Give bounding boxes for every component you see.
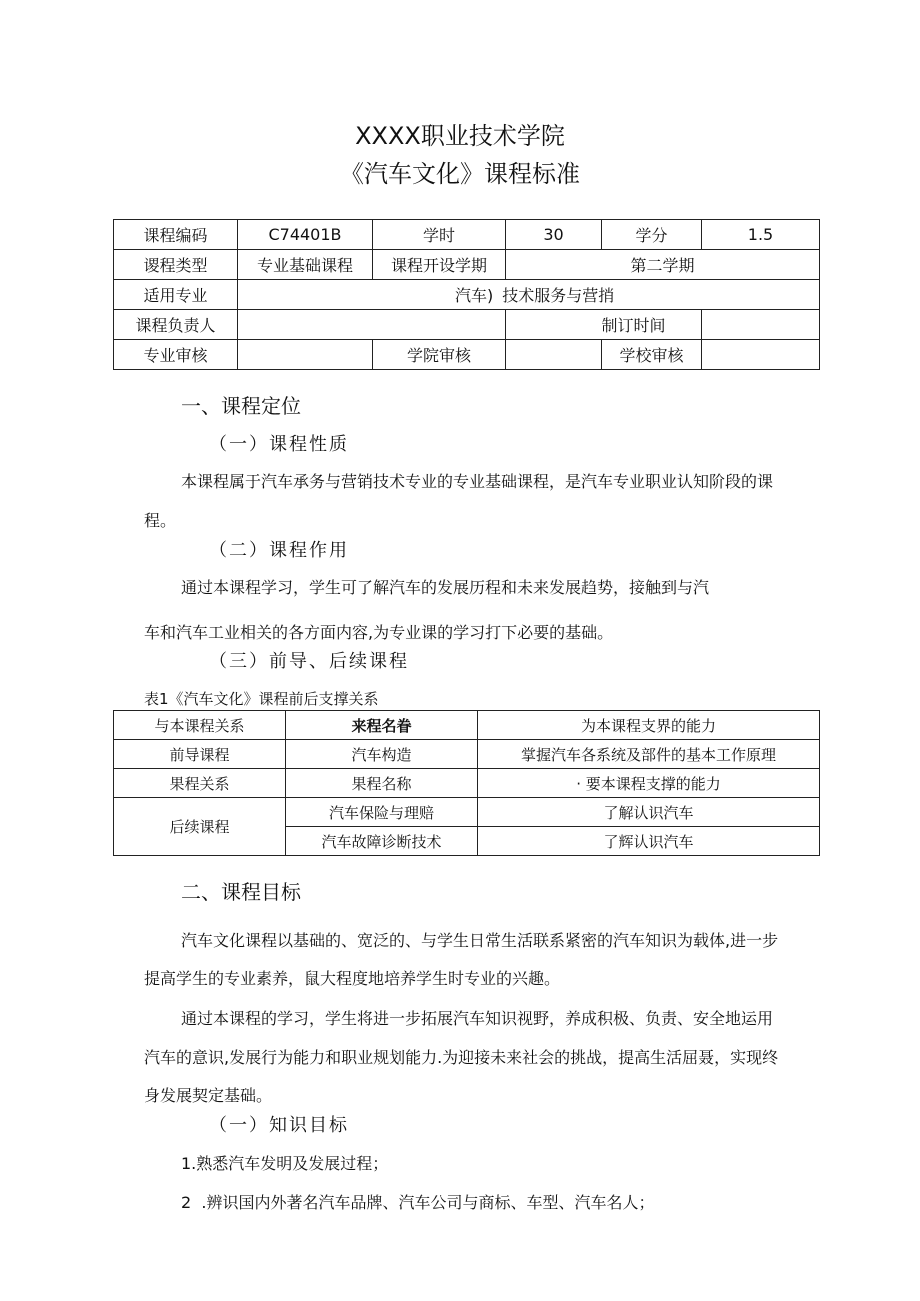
semester-label: 课程开设学期: [373, 250, 506, 280]
review3-value: [702, 340, 820, 370]
major-label: 适用专业: [114, 280, 238, 310]
header-cell: 与本课程关系: [114, 711, 286, 740]
mid-label: 果程关系: [114, 769, 286, 798]
review1-label: 专业审核: [114, 340, 238, 370]
support-table: [113, 710, 820, 856]
hours-label: 学时: [373, 220, 506, 250]
header-cell: 为本课程支界的能力: [478, 711, 820, 740]
section1-sub1: （一）课程性质: [209, 434, 349, 455]
review2-value: [506, 340, 602, 370]
table-row: [114, 798, 820, 827]
code-value: C74401B: [238, 220, 373, 250]
type-label: 谡程类型: [114, 250, 238, 280]
date-label: 制订时间: [506, 310, 702, 340]
section1-heading: 一、课程定位: [181, 394, 301, 418]
major-value-a: 汽车): [455, 286, 494, 305]
section2-heading: 二、课程目标: [181, 880, 301, 904]
section2-sub1: （一）知识目标: [209, 1115, 349, 1136]
review1-value: [238, 340, 373, 370]
owner-label: 课程负责人: [114, 310, 238, 340]
section1-sub2: （二）课程作用: [209, 540, 349, 561]
post-course2: 汽车故障诊断技术: [286, 827, 478, 856]
section2-p1-line2: 提高学生的专业素养，鼠大程度地培养学生时专业的兴趣。: [144, 969, 561, 988]
table-row: [114, 280, 820, 310]
pre-label: 前导课程: [114, 740, 286, 769]
owner-value: [238, 310, 506, 340]
section1-sub3: （三）前导、后续课程: [209, 651, 409, 672]
table-row: [114, 740, 820, 769]
knowledge-item-2: 2 .辨识国内外著名汽车品牌、汽车公司与商标、车型、汽车名人；: [181, 1193, 655, 1212]
document-title-line2: 《汽车文化》课程标准: [340, 160, 580, 188]
review3-label: 学校审核: [602, 340, 702, 370]
header-cell: 来程名眷: [286, 711, 478, 740]
hours-value: 30: [506, 220, 602, 250]
date-value: [702, 310, 820, 340]
post-label: 后续课程: [114, 798, 286, 856]
knowledge-item-1: 1.熟悉汽车发明及发展过程；: [181, 1154, 389, 1173]
section1-p1-line1: 本课程属于汽车承务与营销技术专业的专业基础课程，是汽车专业职业认知阶段的课: [181, 472, 774, 491]
table-row: [114, 769, 820, 798]
section2-p2-line1: 通过本课程的学习，学生将进一步拓展汽车知识视野，养成积极、负责、安全地运用: [181, 1009, 774, 1028]
credit-label: 学分: [602, 220, 702, 250]
review2-label: 学院审核: [373, 340, 506, 370]
table-caption: 表1《汽车文化》课程前后支撑关系: [144, 690, 379, 708]
major-value-b: 技术服务与营捎: [502, 286, 615, 305]
pre-course: 汽车构造: [286, 740, 478, 769]
table-row: [114, 310, 820, 340]
section2-p2-line3: 身发展契定基础。: [144, 1086, 273, 1105]
section1-p2-line2: 车和汽车工业相关的各方面内容,为专业课的学习打下必要的基础。: [144, 623, 614, 642]
section2-p2-line2: 汽车的意识,发展行为能力和职业规划能力.为迎接未来社会的挑战，提高生活屈聂，实现终: [144, 1048, 779, 1067]
section2-p1-line1: 汽车文化课程以基础的、宽泛的、与学生日常生活联系紧密的汽车知识为载体,进一步: [181, 931, 779, 950]
credit-value: 1.5: [702, 220, 820, 250]
mid-course: 果程名称: [286, 769, 478, 798]
table-row: [114, 250, 820, 280]
post-ability2: 了辉认识汽车: [478, 827, 820, 856]
code-label: 课程编码: [114, 220, 238, 250]
section1-p1-line2: 程。: [144, 511, 177, 530]
post-course1: 汽车保险与理赔: [286, 798, 478, 827]
semester-value: 第二学期: [506, 250, 820, 280]
table-row: [114, 340, 820, 370]
type-value: 专业基础课程: [238, 250, 373, 280]
pre-ability: 掌握汽车各系统及部件的基本工作原理: [478, 740, 820, 769]
major-value: [238, 280, 820, 310]
post-ability1: 了解认识汽车: [478, 798, 820, 827]
document-title-line1: XXXX职业技术学院: [355, 122, 565, 150]
table-row: [114, 711, 820, 740]
mid-ability: · 要本课程支撑的能力: [478, 769, 820, 798]
table-row: [114, 220, 820, 250]
section1-p2-line1: 通过本课程学习，学生可了解汽车的发展历程和未来发展趋势，接触到与汽: [181, 578, 710, 597]
course-info-table: [113, 219, 820, 370]
